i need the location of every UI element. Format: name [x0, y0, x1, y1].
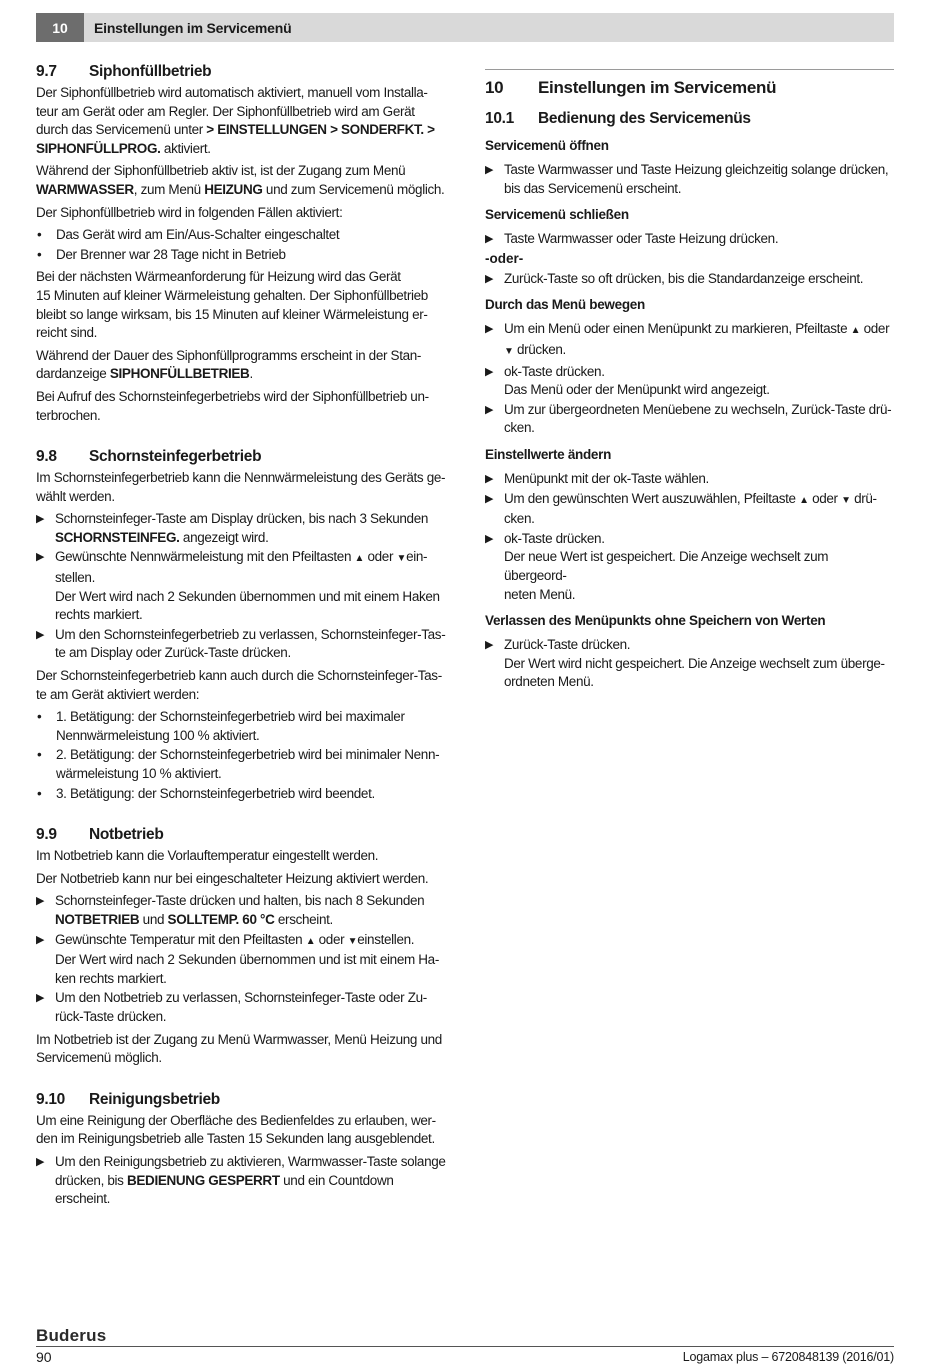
text-line: te am Display oder Zurück-Taste drücken.	[55, 645, 291, 661]
text: , zum Menü	[133, 181, 205, 197]
text-line: Im Notbetrieb ist der Zugang zu Menü Warmwasser, Menü Heizung und	[36, 1031, 442, 1047]
text-line: cken.	[504, 420, 535, 436]
text: oder	[808, 490, 842, 506]
text-line	[504, 490, 894, 511]
instruction-step	[485, 363, 894, 400]
instruction-step	[36, 1153, 447, 1209]
text: drücken.	[513, 341, 566, 357]
chapter-title: Einstellungen im Servicemenü	[94, 19, 292, 36]
text-line: Zurück-Taste drücken.	[504, 637, 631, 653]
page-number: 90	[36, 1349, 52, 1365]
subheading: Verlassen des Menüpunkts ohne Speichern von Werten	[485, 613, 826, 629]
text-line: Schornsteinfeger-Taste am Display drücken, bis nach 3 Sekunden	[55, 511, 429, 527]
instruction-step	[36, 548, 447, 624]
chapter-heading-title: Einstellungen im Servicemenü	[538, 78, 777, 97]
section-title: Reinigungsbetrieb	[89, 1090, 220, 1108]
step-arrow-icon: ▶	[485, 403, 494, 416]
text-line: Der Siphonfüllbetrieb wird automatisch aktiviert, manuell vom Installa-	[36, 85, 428, 100]
text: einstellen.	[357, 931, 415, 947]
block-open-menu	[485, 137, 894, 198]
text-line: rück-Taste drücken.	[55, 1008, 167, 1024]
section-heading	[36, 62, 447, 82]
list-item-text: 3. Betätigung: der Schornsteinfegerbetrieb wird beendet.	[56, 785, 375, 801]
step-text	[55, 626, 447, 663]
section-number: 10.1	[485, 110, 514, 127]
instruction-step	[485, 320, 894, 361]
text: und	[139, 911, 168, 927]
step-text: Zurück-Taste so oft drücken, bis die Standardanzeige erscheint.	[504, 270, 864, 286]
text-line: Während der Siphonfüllbetrieb aktiv ist, ist der Zugang zum Menü	[36, 163, 406, 179]
instruction-step	[485, 161, 894, 198]
instruction-step	[485, 401, 894, 438]
arrow-down-icon: ▼	[504, 345, 514, 357]
step-arrow-icon: ▶	[36, 895, 45, 908]
step-text	[504, 490, 894, 529]
instruction-step	[485, 636, 894, 692]
list-item-text	[56, 708, 447, 745]
text-line: Servicemenü möglich.	[36, 1050, 162, 1066]
section-heading	[36, 447, 447, 467]
block-close-menu	[485, 206, 894, 288]
display-text: BEDIENUNG GESPERRT	[127, 1172, 280, 1188]
text-line	[55, 1172, 447, 1209]
text: .	[249, 366, 253, 382]
footer-divider	[36, 1346, 894, 1347]
menu-name: HEIZUNG	[204, 181, 263, 197]
step-text	[504, 401, 894, 438]
text-line	[36, 121, 447, 140]
step-arrow-icon: ▶	[485, 233, 494, 246]
chapter-heading-number: 10	[485, 78, 504, 97]
text-line: cken.	[504, 511, 535, 527]
text-line	[504, 320, 894, 341]
paragraph	[36, 268, 447, 342]
instruction-step	[36, 931, 447, 989]
instruction-step	[36, 510, 447, 547]
chapter-header	[36, 13, 894, 42]
step-text	[55, 931, 447, 989]
text-line: Bei der nächsten Wärmeanforderung für Heizung wird das Gerät	[36, 269, 401, 285]
section-heading	[36, 825, 447, 845]
text-line: 2. Betätigung: der Schornsteinfegerbetrieb wird bei minimaler Nenn-	[56, 747, 440, 763]
text-line: te am Gerät aktiviert werden:	[36, 686, 200, 702]
text: Um ein Menü oder einen Menüpunkt zu markieren, Pfeiltaste	[504, 321, 851, 337]
display-text: NOTBETRIEB	[55, 911, 140, 927]
brand-logo: Buderus	[36, 1326, 107, 1345]
arrow-down-icon: ▼	[347, 935, 358, 947]
text: Um den gewünschten Wert auszuwählen, Pfeiltaste	[504, 490, 800, 506]
section-heading	[485, 109, 894, 129]
text-line	[36, 140, 447, 159]
step-arrow-icon: ▶	[36, 551, 45, 564]
text-line: Um den Notbetrieb zu verlassen, Schornsteinfeger-Taste oder Zu-	[55, 990, 427, 1006]
left-column	[36, 62, 447, 1210]
text-line: wählt werden.	[36, 488, 115, 504]
section-number: 9.7	[36, 63, 57, 80]
arrow-up-icon: ▲	[850, 325, 861, 337]
step-text	[55, 892, 447, 929]
subheading: Servicemenü öffnen	[485, 138, 609, 153]
text-line: bleibt so lange wirksam, bis 15 Minuten auf kleiner Wärmeleistung er-	[36, 306, 428, 322]
text-line: Taste Warmwasser und Taste Heizung gleichzeitig solange drücken,	[504, 162, 889, 177]
paragraph	[36, 388, 447, 425]
text-line: Im Schornsteinfegerbetrieb kann die Nennwärmeleistung des Geräts ge-	[36, 470, 446, 486]
text-line: ok-Taste drücken.	[504, 363, 605, 379]
arrow-down-icon: ▼	[841, 494, 851, 506]
step-arrow-icon: ▶	[36, 513, 45, 526]
text: dardanzeige	[36, 366, 110, 382]
text: oder	[364, 549, 397, 565]
block-navigate-menu	[485, 296, 894, 438]
step-text	[504, 636, 894, 692]
display-text: SIPHONFÜLLBETRIEB	[109, 366, 250, 382]
text: und ein Countdown erscheint.	[55, 1172, 394, 1207]
step-text	[504, 363, 894, 400]
list-item-text: Das Gerät wird am Ein/Aus-Schalter eingeschaltet	[56, 227, 340, 243]
paragraph	[36, 84, 447, 158]
text-line: teur am Gerät oder am Regler. Der Siphonfüllbetrieb wird am Gerät	[36, 103, 415, 119]
instruction-step	[36, 626, 447, 663]
bullet-icon: •	[37, 747, 42, 763]
text: angezeigt wird.	[179, 529, 269, 545]
list-item-text	[56, 746, 447, 783]
step-arrow-icon: ▶	[485, 532, 494, 545]
section-title: Schornsteinfegerbetrieb	[89, 448, 262, 466]
list-item	[36, 708, 447, 745]
text-line	[55, 529, 447, 548]
text-line: Der Schornsteinfegerbetrieb kann auch durch die Schornsteinfeger-Tas-	[36, 668, 442, 684]
section-9-7	[36, 62, 447, 425]
text: erscheint.	[274, 911, 333, 927]
step-arrow-icon: ▶	[36, 1155, 45, 1168]
text-line: Der Wert wird nicht gespeichert. Die Anzeige wechselt zum überge-	[504, 655, 885, 671]
step-text	[504, 161, 894, 198]
instruction-step	[485, 530, 894, 604]
text-line: den im Reinigungsbetrieb alle Tasten 15 Sekunden lang ausgeblendet.	[36, 1131, 435, 1147]
block-leave-without-saving	[485, 612, 894, 692]
text-line: reicht sind.	[36, 325, 98, 341]
arrow-up-icon: ▲	[305, 935, 316, 947]
text-line: stellen.	[55, 570, 95, 586]
paragraph	[36, 1112, 447, 1149]
section-title: Bedienung des Servicemenüs	[538, 110, 751, 127]
step-text: Menüpunkt mit der ok-Taste wählen.	[504, 470, 709, 486]
text: und zum Servicemenü möglich.	[262, 181, 445, 197]
text-line: terbrochen.	[36, 407, 101, 423]
chapter-number: 10	[36, 13, 84, 42]
display-text: SCHORNSTEINFEG.	[55, 529, 180, 545]
paragraph	[36, 1031, 447, 1068]
text-line: Um eine Reinigung der Oberfläche des Bedienfeldes zu erlauben, wer-	[36, 1112, 436, 1128]
step-arrow-icon: ▶	[485, 365, 494, 378]
text-line: Um den Reinigungsbetrieb zu aktivieren, Warmwasser-Taste solange	[55, 1153, 446, 1169]
step-text	[504, 530, 894, 604]
bullet-icon: •	[37, 709, 42, 725]
text-line: ken rechts markiert.	[55, 970, 167, 986]
text-line	[55, 548, 447, 569]
text: drü-	[850, 490, 877, 506]
arrow-up-icon: ▲	[799, 494, 809, 506]
text-line	[55, 911, 447, 930]
text-line: ordneten Menü.	[504, 674, 594, 690]
text-line: Der Wert wird nach 2 Sekunden übernommen und ist mit einem Ha-	[55, 952, 439, 968]
arrow-up-icon: ▲	[354, 553, 365, 565]
text: oder	[315, 931, 348, 947]
step-arrow-icon: ▶	[485, 164, 494, 176]
text: oder	[860, 321, 890, 337]
text-line	[55, 931, 447, 952]
text-line: Der Wert wird nach 2 Sekunden übernommen und mit einem Haken	[55, 588, 440, 604]
step-text	[55, 548, 447, 624]
display-text: SOLLTEMP. 60 °C	[167, 911, 275, 927]
section-number: 9.10	[36, 1090, 65, 1108]
document-reference: Logamax plus – 6720848139 (2016/01)	[682, 1350, 894, 1364]
paragraph: Der Siphonfüllbetrieb wird in folgenden Fällen aktiviert:	[36, 204, 343, 220]
text: ein-	[406, 549, 428, 565]
text-line: Der neue Wert ist gespeichert. Die Anzeige wechselt zum übergeord-	[504, 549, 829, 583]
text: drücken, bis	[55, 1172, 127, 1188]
subheading: Durch das Menü bewegen	[485, 297, 645, 313]
list-item	[36, 746, 447, 783]
bullet-icon: •	[37, 785, 42, 801]
text-line	[36, 365, 447, 384]
step-text	[55, 510, 447, 547]
list-item-text: Der Brenner war 28 Tage nicht in Betrieb	[56, 246, 286, 262]
step-text	[55, 1153, 447, 1209]
subheading: Servicemenü schließen	[485, 207, 629, 223]
text-line: Um zur übergeordneten Menüebene zu wechseln, Zurück-Taste drü-	[504, 401, 892, 417]
step-text	[55, 989, 447, 1026]
text-line: Nennwärmeleistung 100 % aktiviert.	[56, 727, 260, 743]
instruction-step	[36, 989, 447, 1026]
text-line: Schornsteinfeger-Taste drücken und halten, bis nach 8 Sekunden	[55, 893, 425, 909]
text-line: Um den Schornsteinfegerbetrieb zu verlassen, Schornsteinfeger-Tas-	[55, 626, 446, 642]
instruction-step	[485, 470, 894, 489]
text-line: bis das Servicemenü erscheint.	[504, 180, 682, 196]
step-arrow-icon: ▶	[485, 272, 494, 285]
section-9-8	[36, 447, 447, 803]
text-line: Während der Dauer des Siphonfüllprogramms erscheint in der Stan-	[36, 347, 422, 363]
section-title: Siphonfüllbetrieb	[89, 63, 212, 80]
block-change-values	[485, 446, 894, 604]
step-arrow-icon: ▶	[485, 492, 494, 505]
or-separator: -oder-	[485, 250, 524, 266]
instruction-step	[36, 892, 447, 929]
paragraph	[36, 347, 447, 384]
bullet-icon: •	[37, 227, 42, 243]
section-number: 9.9	[36, 826, 57, 844]
section-heading	[36, 1090, 447, 1110]
step-arrow-icon: ▶	[36, 992, 45, 1005]
text: Gewünschte Temperatur mit den Pfeiltasten	[55, 931, 306, 947]
step-text	[504, 320, 894, 361]
instruction-step	[485, 490, 894, 529]
menu-path: SIPHONFÜLLPROG.	[36, 140, 161, 156]
section-9-9	[36, 825, 447, 1068]
paragraph	[36, 667, 447, 704]
text-line: wärmeleistung 10 % aktiviert.	[56, 766, 222, 781]
paragraph: Im Notbetrieb kann die Vorlauftemperatur eingestellt werden.	[36, 848, 379, 864]
right-column	[485, 69, 894, 693]
menu-path: > EINSTELLUNGEN > SONDERFKT. >	[206, 122, 435, 138]
section-title: Notbetrieb	[89, 826, 164, 844]
step-text: Taste Warmwasser oder Taste Heizung drücken.	[504, 231, 779, 247]
text: aktiviert.	[160, 140, 211, 156]
text-line: neten Menü.	[504, 586, 576, 602]
list-item	[36, 226, 447, 245]
list-item	[36, 246, 447, 265]
text-line	[504, 341, 894, 362]
list-item	[36, 785, 447, 804]
instruction-step	[485, 270, 894, 289]
text-line: Das Menü oder der Menüpunkt wird angezeigt.	[504, 382, 770, 398]
subheading: Einstellwerte ändern	[485, 446, 612, 462]
menu-name: WARMWASSER	[36, 181, 134, 197]
step-arrow-icon: ▶	[36, 628, 45, 641]
text-line: 15 Minuten auf kleiner Wärmeleistung gehalten. Der Siphonfüllbetrieb	[36, 287, 428, 303]
step-arrow-icon: ▶	[485, 323, 494, 336]
paragraph	[36, 162, 447, 199]
text-line: 1. Betätigung: der Schornsteinfegerbetrieb wird bei maximaler	[56, 709, 405, 725]
instruction-step	[485, 230, 894, 249]
arrow-down-icon: ▼	[396, 553, 407, 565]
step-arrow-icon: ▶	[485, 639, 494, 652]
section-9-10	[36, 1090, 447, 1209]
text-line: rechts markiert.	[55, 607, 143, 623]
text-line: ok-Taste drücken.	[504, 530, 605, 546]
paragraph	[36, 469, 447, 506]
chapter-heading	[485, 77, 894, 99]
step-arrow-icon: ▶	[36, 933, 45, 946]
text-line	[36, 181, 447, 200]
text-line: Bei Aufruf des Schornsteinfegerbetriebs wird der Siphonfüllbetrieb un-	[36, 388, 429, 404]
text: durch das Servicemenü unter	[36, 122, 207, 138]
bullet-icon: •	[37, 246, 42, 262]
section-number: 9.8	[36, 448, 57, 466]
text: Gewünschte Nennwärmeleistung mit den Pfeiltasten	[55, 549, 355, 565]
paragraph: Der Notbetrieb kann nur bei eingeschalteter Heizung aktiviert werden.	[36, 870, 429, 886]
step-arrow-icon: ▶	[485, 472, 494, 485]
